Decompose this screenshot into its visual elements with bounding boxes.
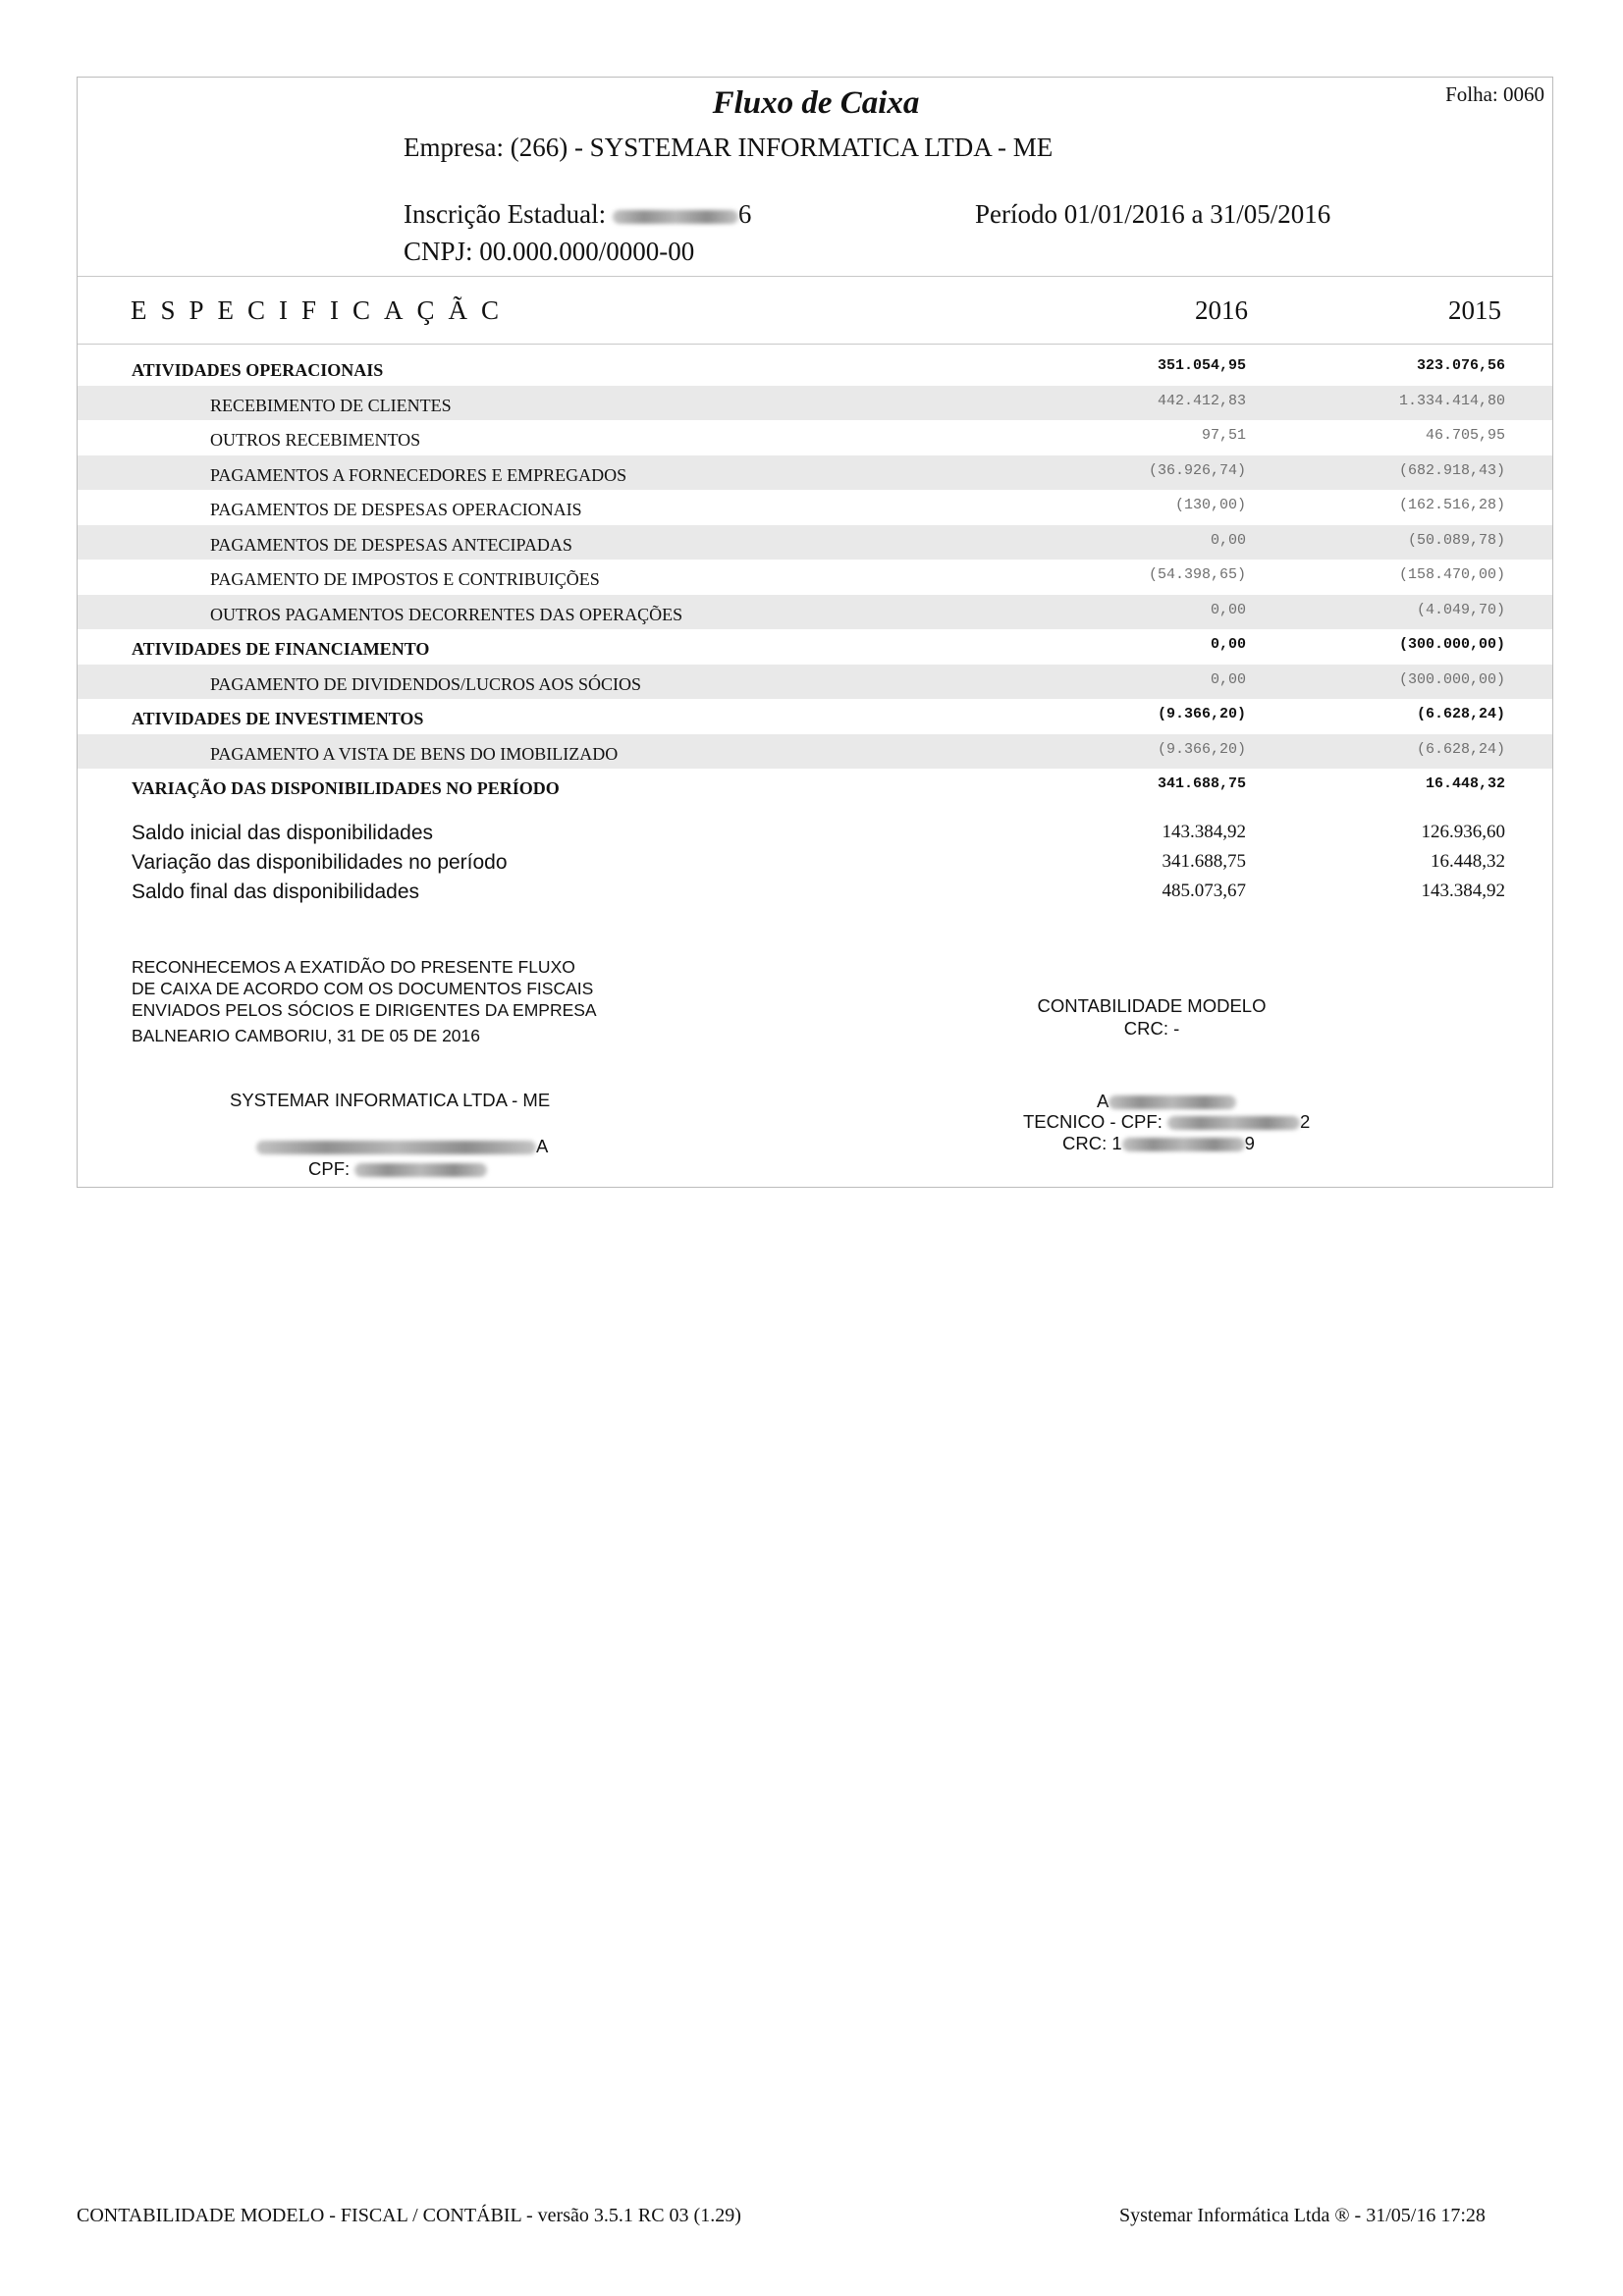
redacted-technician-name — [1109, 1095, 1236, 1109]
header-divider-top — [78, 276, 1552, 277]
redacted-state-registration — [613, 210, 738, 224]
balance-row — [78, 849, 1552, 879]
period-line: Período 01/01/2016 a 31/05/2016 — [975, 199, 1331, 229]
balance-2016: 485.073,67 — [1162, 881, 1246, 901]
declaration-line: ENVIADOS PELOS SÓCIOS E DIRIGENTES DA EMPRESA — [132, 1000, 597, 1020]
row-label: RECEBIMENTO DE CLIENTES — [210, 395, 452, 415]
row-label: PAGAMENTOS DE DESPESAS OPERACIONAIS — [210, 500, 582, 519]
table-row — [78, 595, 1552, 630]
row-label: PAGAMENTOS DE DESPESAS ANTECIPADAS — [210, 534, 572, 555]
technician-crc-suffix: 9 — [1244, 1133, 1255, 1153]
redacted-technician-crc — [1122, 1138, 1245, 1151]
row-label: ATIVIDADES OPERACIONAIS — [132, 360, 384, 380]
technician-crc-label: CRC: 1 — [1062, 1133, 1122, 1153]
value-2016: 97,51 — [1201, 427, 1246, 444]
value-2016: 0,00 — [1210, 636, 1246, 653]
row-label: OUTROS RECEBIMENTOS — [210, 430, 421, 450]
redacted-partner-cpf — [354, 1163, 487, 1177]
balance-2015: 16.448,32 — [1431, 851, 1505, 872]
declaration-line: RECONHECEMOS A EXATIDÃO DO PRESENTE FLUXO — [132, 957, 575, 977]
row-label: ATIVIDADES DE INVESTIMENTOS — [132, 709, 424, 728]
state-registration — [404, 199, 751, 230]
company-line: Empresa: (266) - SYSTEMAR INFORMATICA LTDA - ME — [404, 133, 1054, 162]
technician-cpf — [1023, 1111, 1310, 1133]
column-header-2015: 2015 — [1448, 295, 1501, 325]
table-row — [78, 420, 1552, 455]
balance-label: Variação das disponibilidades no período — [132, 851, 508, 874]
row-label: VARIAÇÃO DAS DISPONIBILIDADES NO PERÍODO — [132, 778, 560, 798]
balance-label: Saldo final das disponibilidades — [132, 881, 420, 903]
footer-timestamp: Systemar Informática Ltda ® - 31/05/16 17:28 — [1119, 2205, 1486, 2226]
value-2015: 16.448,32 — [1425, 775, 1505, 792]
value-2016: 0,00 — [1210, 601, 1246, 618]
table-row — [78, 699, 1552, 734]
value-2016: (9.366,20) — [1157, 706, 1246, 722]
value-2016: (9.366,20) — [1157, 740, 1246, 758]
technician-crc — [1062, 1133, 1255, 1154]
specification-header: ESPECIFICAÇÃC — [131, 295, 514, 325]
row-label: OUTROS PAGAMENTOS DECORRENTES DAS OPERAÇÕES — [210, 604, 683, 624]
table-row — [78, 629, 1552, 665]
company-signature-name: SYSTEMAR INFORMATICA LTDA - ME — [230, 1090, 551, 1110]
table-row — [78, 560, 1552, 595]
value-2015: (6.628,24) — [1416, 706, 1505, 722]
table-row — [78, 734, 1552, 770]
table-row — [78, 525, 1552, 561]
value-2015: (300.000,00) — [1398, 636, 1505, 653]
partner-name — [256, 1136, 548, 1157]
table-row — [78, 665, 1552, 700]
balance-row — [78, 879, 1552, 908]
redacted-technician-cpf — [1167, 1116, 1300, 1130]
partner-cpf-label: CPF: — [308, 1158, 351, 1179]
value-2016: (36.926,74) — [1148, 461, 1246, 479]
value-2015: (682.918,43) — [1398, 461, 1505, 479]
value-2015: (158.470,00) — [1398, 566, 1505, 583]
technician-cpf-label: TECNICO - CPF: — [1023, 1111, 1163, 1132]
row-label: PAGAMENTO A VISTA DE BENS DO IMOBILIZADO — [210, 743, 619, 764]
value-2016: (54.398,65) — [1148, 566, 1246, 583]
table-row — [78, 455, 1552, 491]
balance-2016: 143.384,92 — [1162, 822, 1246, 842]
balance-2015: 143.384,92 — [1421, 881, 1505, 901]
value-2015: (4.049,70) — [1416, 601, 1505, 618]
value-2015: 323.076,56 — [1416, 357, 1505, 374]
row-label: ATIVIDADES DE FINANCIAMENTO — [132, 639, 430, 659]
balance-2015: 126.936,60 — [1421, 822, 1505, 842]
value-2015: 1.334.414,80 — [1398, 392, 1505, 409]
balance-label: Saldo inicial das disponibilidades — [132, 822, 434, 844]
table-row — [78, 386, 1552, 421]
row-label: PAGAMENTO DE IMPOSTOS E CONTRIBUIÇÕES — [210, 569, 600, 589]
partner-cpf — [308, 1158, 487, 1180]
value-2016: 341.688,75 — [1157, 775, 1246, 792]
balance-row — [78, 820, 1552, 849]
place-and-date: BALNEARIO CAMBORIU, 31 DE 05 DE 2016 — [132, 1026, 480, 1045]
balance-2016: 341.688,75 — [1162, 851, 1246, 872]
accountant-crc: CRC: - — [1123, 1018, 1180, 1039]
cash-flow-table — [78, 350, 1552, 804]
report-title: Fluxo de Caixa — [712, 85, 920, 121]
state-registration-suffix: 6 — [737, 199, 752, 229]
value-2016: 442.412,83 — [1157, 392, 1246, 409]
technician-name-prefix: A — [1097, 1091, 1109, 1111]
value-2016: 0,00 — [1210, 670, 1246, 688]
accountant-name: CONTABILIDADE MODELO — [1037, 995, 1267, 1016]
value-2015: (6.628,24) — [1416, 740, 1505, 758]
value-2015: (300.000,00) — [1398, 670, 1505, 688]
redacted-partner-name — [256, 1141, 536, 1154]
technician-name — [1097, 1091, 1236, 1112]
footer-software-version: CONTABILIDADE MODELO - FISCAL / CONTÁBIL - versão 3.5.1 RC 03 (1.29) — [77, 2205, 741, 2226]
state-registration-label: Inscrição Estadual: — [404, 199, 607, 229]
value-2015: (162.516,28) — [1398, 497, 1505, 513]
value-2015: 46.705,95 — [1425, 427, 1505, 444]
page-number: Folha: 0060 — [1445, 82, 1544, 106]
value-2015: (50.089,78) — [1407, 531, 1505, 549]
value-2016: 0,00 — [1210, 531, 1246, 549]
value-2016: 351.054,95 — [1157, 357, 1246, 374]
row-label: PAGAMENTO DE DIVIDENDOS/LUCROS AOS SÓCIOS — [210, 673, 642, 694]
balances-summary — [78, 820, 1552, 908]
cash-flow-report — [77, 77, 1553, 1188]
declaration-text — [132, 956, 597, 1021]
technician-cpf-suffix: 2 — [1299, 1111, 1311, 1132]
value-2016: (130,00) — [1174, 497, 1246, 513]
column-header-2016: 2016 — [1195, 295, 1248, 325]
row-label: PAGAMENTOS A FORNECEDORES E EMPREGADOS — [210, 464, 627, 485]
cnpj-line: CNPJ: 00.000.000/0000-00 — [404, 237, 695, 266]
partner-name-suffix: A — [536, 1136, 549, 1156]
table-row — [78, 350, 1552, 386]
declaration-line: DE CAIXA DE ACORDO COM OS DOCUMENTOS FISCAIS — [132, 979, 594, 998]
header-divider-bottom — [78, 344, 1552, 345]
table-row — [78, 769, 1552, 804]
table-row — [78, 490, 1552, 525]
